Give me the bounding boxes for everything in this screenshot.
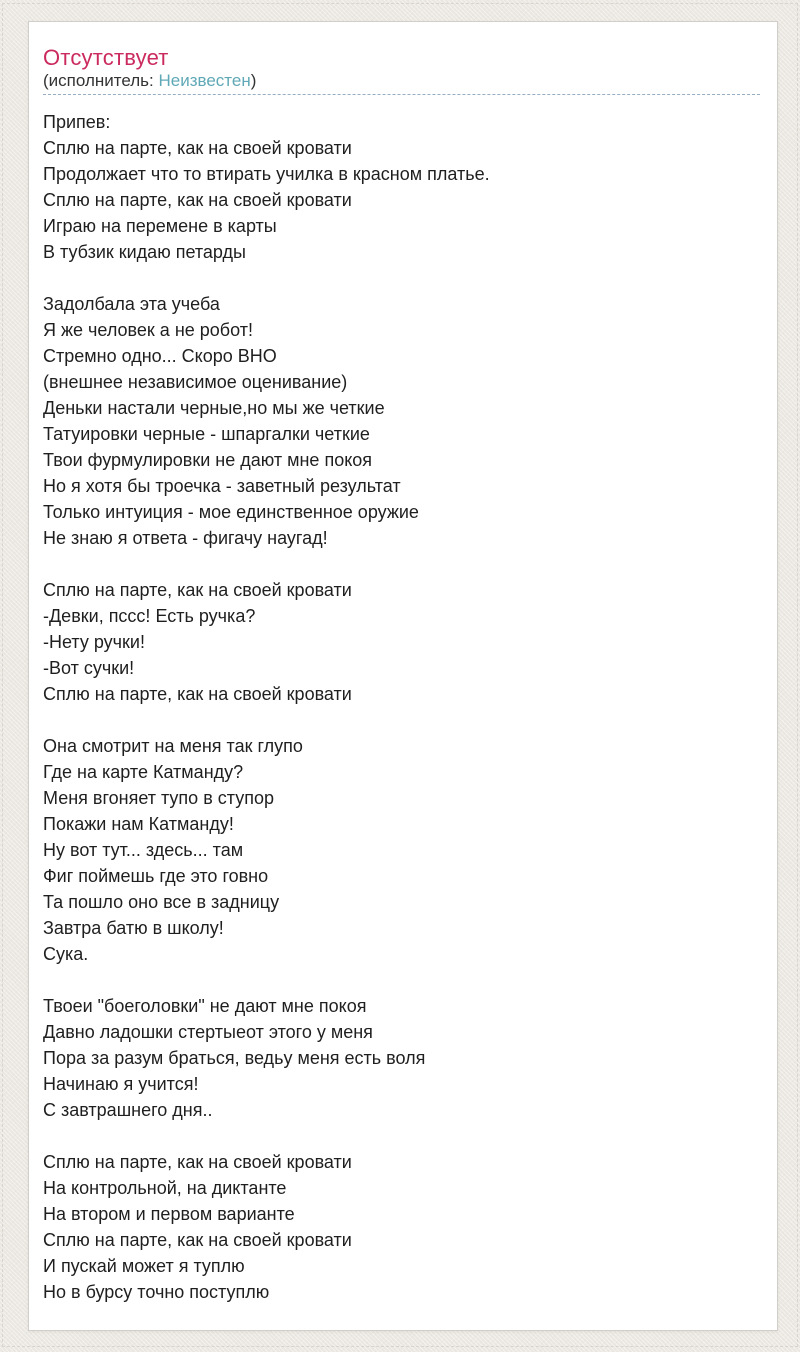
lyric-line: Стремно одно... Скоро ВНО bbox=[43, 346, 277, 366]
song-title: Отсутствует bbox=[43, 45, 169, 70]
lyric-line: Сплю на парте, как на своей кровати bbox=[43, 138, 352, 158]
lyric-line: Но я хотя бы троечка - заветный результат bbox=[43, 476, 401, 496]
lyric-line: Играю на перемене в карты bbox=[43, 216, 277, 236]
lyric-line: Только интуиция - мое единственное оружие bbox=[43, 502, 419, 522]
lyric-line bbox=[43, 551, 760, 577]
lyric-line: Завтра батю в школу! bbox=[43, 918, 224, 938]
lyric-line bbox=[43, 707, 760, 733]
lyric-line: Та пошло оно все в задницу bbox=[43, 892, 280, 912]
lyric-line: Сплю на парте, как на своей кровати bbox=[43, 190, 352, 210]
lyric-line: Деньки настали черные,но мы же четкие bbox=[43, 398, 385, 418]
lyrics-card bbox=[28, 21, 778, 1331]
lyric-line bbox=[43, 265, 760, 291]
lyric-line: Сплю на парте, как на своей кровати bbox=[43, 684, 352, 704]
lyric-line: Покажи нам Катманду! bbox=[43, 814, 234, 834]
lyric-line: На втором и первом варианте bbox=[43, 1204, 295, 1224]
lyric-line: Твои фурмулировки не дают мне покоя bbox=[43, 450, 373, 470]
lyric-line: Начинаю я учится! bbox=[43, 1074, 199, 1094]
lyric-line: На контрольной, на диктанте bbox=[43, 1178, 287, 1198]
artist-label-close: ) bbox=[250, 71, 257, 90]
lyric-line: В тубзик кидаю петарды bbox=[43, 242, 246, 262]
lyric-line: -Вот сучки! bbox=[43, 658, 135, 678]
lyric-line: Продолжает что то втирать училка в красном платье. bbox=[43, 164, 490, 184]
lyric-line: Татуировки черные - шпаргалки четкие bbox=[43, 424, 370, 444]
lyric-line: Припев: bbox=[43, 112, 111, 132]
lyric-line: Пора за разум браться, ведьу меня есть воля bbox=[43, 1048, 426, 1068]
lyric-line: -Девки, пссс! Есть ручка? bbox=[43, 606, 256, 626]
lyric-line: Ну вот тут... здесь... там bbox=[43, 840, 244, 860]
lyric-line: Сплю на парте, как на своей кровати bbox=[43, 1230, 352, 1250]
lyric-line: Сука. bbox=[43, 944, 89, 964]
artist-label-open: (исполнитель: bbox=[43, 71, 159, 90]
lyric-line: Сплю на парте, как на своей кровати bbox=[43, 1152, 352, 1172]
lyric-line: Но в бурсу точно поступлю bbox=[43, 1282, 270, 1302]
lyric-line: С завтрашнего дня.. bbox=[43, 1100, 213, 1120]
lyric-line: (внешнее независимое оценивание) bbox=[43, 372, 348, 392]
lyric-line: Фиг поймешь где это говно bbox=[43, 866, 269, 886]
lyrics-text bbox=[43, 109, 760, 1305]
artist-link[interactable]: Неизвестен bbox=[158, 71, 251, 90]
lyric-line: Твоеи "боеголовки" не дают мне покоя bbox=[43, 996, 367, 1016]
lyric-line bbox=[43, 967, 760, 993]
artist-line bbox=[43, 71, 760, 95]
lyric-line: Я же человек а не робот! bbox=[43, 320, 253, 340]
lyric-line: Давно ладошки стертыеот этого у меня bbox=[43, 1022, 373, 1042]
lyric-line: Не знаю я ответа - фигачу наугад! bbox=[43, 528, 328, 548]
lyric-line: И пускай может я туплю bbox=[43, 1256, 245, 1276]
lyric-line: Меня вгоняет тупо в ступор bbox=[43, 788, 274, 808]
lyric-line: Где на карте Катманду? bbox=[43, 762, 244, 782]
lyric-line: Сплю на парте, как на своей кровати bbox=[43, 580, 352, 600]
lyric-line bbox=[43, 1123, 760, 1149]
lyric-line: -Нету ручки! bbox=[43, 632, 145, 652]
lyric-line: Она смотрит на меня так глупо bbox=[43, 736, 303, 756]
lyric-line: Задолбала эта учеба bbox=[43, 294, 220, 314]
